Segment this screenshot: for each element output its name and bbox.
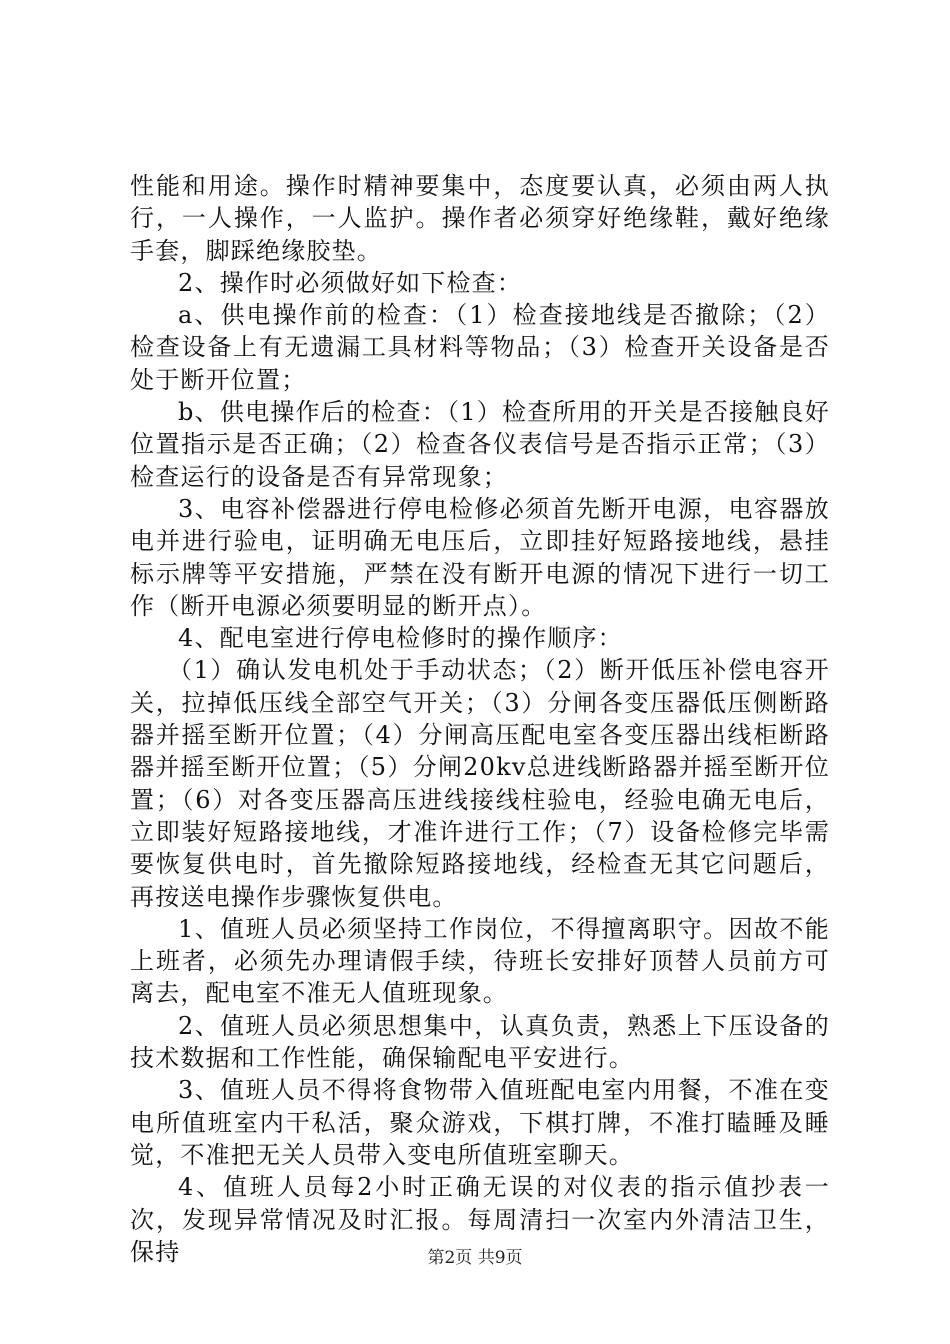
- paragraph-5: 3、电容补偿器进行停电检修必须首先断开电源，电容器放电并进行验电，证明确无电压后，立即挂好短路接地线，悬挂标示牌等平安措施，严禁在没有断开电源的情况下进行一切工作（断开电源必须要明显的断开点）。: [130, 494, 830, 620]
- paragraph-11: 4、值班人员每2小时正确无误的对仪表的指示值抄表一次，发现异常情况及时汇报。每周清扫一次室内外清洁卫生，保持: [130, 1173, 830, 1266]
- document-body: [130, 170, 830, 1268]
- page-number-footer: 第2页 共9页: [427, 1248, 523, 1268]
- paragraph-8: 1、值班人员必须坚持工作岗位，不得擅离职守。因故不能上班者，必须先办理请假手续，待班长安排好顶替人员前方可离去，配电室不准无人值班现象。: [130, 914, 830, 1008]
- paragraph-4: b、供电操作后的检查：（1）检查所用的开关是否接触良好位置指示是否正确；（2）检查各仪表信号是否指示正常；（3）检查运行的设备是否有异常现象；: [130, 398, 830, 491]
- paragraph-3: a、供电操作前的检查：（1）检查接地线是否撤除；（2）检查设备上有无遗漏工具材料等物品；（3）检查开关设备是否处于断开位置；: [130, 301, 830, 394]
- paragraph-2: 2、操作时必须做好如下检查：: [178, 268, 523, 297]
- paragraph-6: 4、配电室进行停电检修时的操作顺序：: [178, 624, 623, 653]
- paragraph-10: 3、值班人员不得将食物带入值班配电室内用餐，不准在变电所值班室内干私活，聚众游戏，下棋打牌，不准打瞌睡及睡觉，不准把无关人员带入变电所值班室聊天。: [130, 1076, 830, 1169]
- paragraph-7: （1）确认发电机处于手动状态；（2）断开低压补偿电容开关，拉掉低压线全部空气开关；（3）分闸各变压器低压侧断路器并摇至断开位置；（4）分闸高压配电室各变压器出线柜断路器并摇至断开位置；（5）分闸20kv总进线断路器并摇至断开位置；（6）对各变压器高压进线接线柱验电，经验电确无电后，立即装好短路接地线，才准许进行工作；（7）设备检修完毕需要恢复供电时，首先撤除短路接地线，经检查无其它问题后，再按送电操作步骤恢复供电。: [130, 656, 830, 911]
- paragraph-1: 性能和用途。操作时精神要集中，态度要认真，必须由两人执行，一人操作，一人监护。操作者必须穿好绝缘鞋，戴好绝缘手套，脚踩绝缘胶垫。: [130, 172, 830, 265]
- paragraph-9: 2、值班人员必须思想集中，认真负责，熟悉上下压设备的技术数据和工作性能，确保输配电平安进行。: [130, 1011, 830, 1073]
